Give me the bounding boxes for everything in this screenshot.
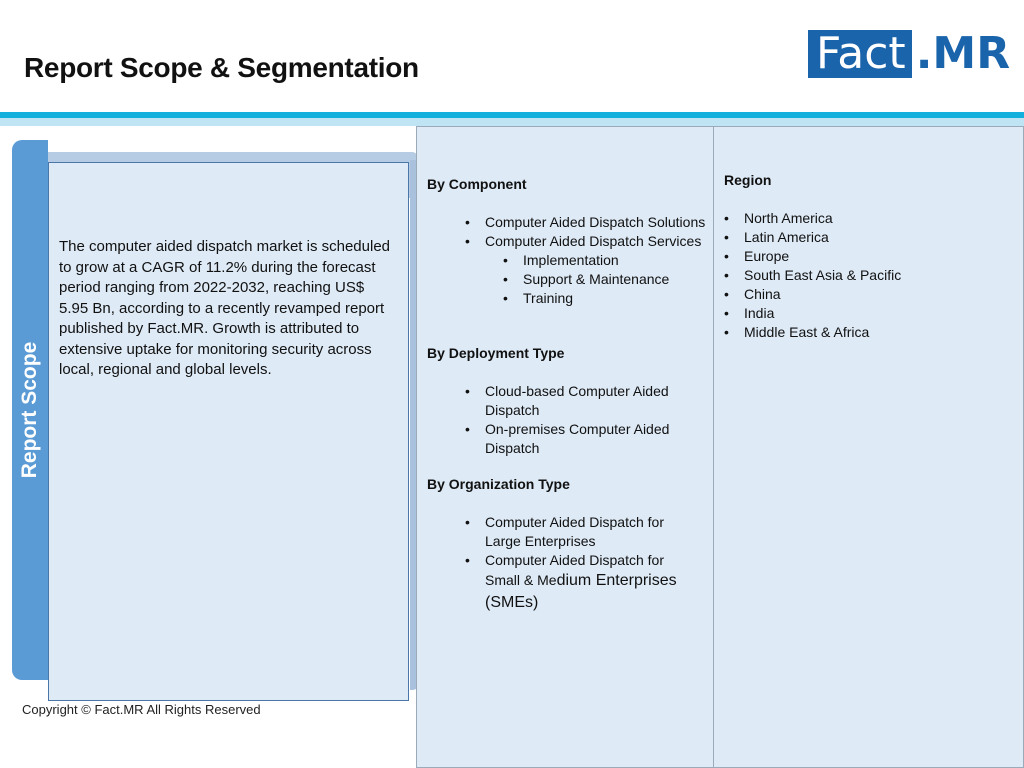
component-list: [465, 213, 711, 308]
segmentation-column-2: [713, 126, 1024, 768]
sub-list-item: • Implementation: [503, 251, 711, 270]
list-item: [465, 232, 711, 308]
list-item: [465, 551, 697, 614]
list-item: • Latin America: [724, 228, 1014, 247]
page-title: Report Scope & Segmentation: [24, 52, 419, 83]
list-item: • Middle East & Africa: [724, 323, 1014, 342]
list-item-text-large: dium Enterprises (SMEs): [485, 572, 677, 611]
fact-mr-logo: [808, 30, 1010, 78]
report-scope-label: Report Scope: [18, 341, 41, 479]
logo-box-text: Fact: [808, 30, 912, 78]
list-item: • South East Asia & Pacific: [724, 266, 1014, 285]
list-item: • Europe: [724, 247, 1014, 266]
copyright-notice: Copyright © Fact.MR All Rights Reserved: [22, 702, 261, 717]
list-item: • Computer Aided Dispatch Solutions: [465, 213, 711, 232]
header-divider-shadow: [0, 118, 1024, 126]
heading-by-organization: By Organization Type: [427, 476, 570, 492]
heading-region: Region: [724, 172, 772, 188]
list-item: • China: [724, 285, 1014, 304]
list-item: • North America: [724, 209, 1014, 228]
sub-list-item: • Support & Maintenance: [503, 270, 711, 289]
list-item: • India: [724, 304, 1014, 323]
heading-by-component: By Component: [427, 176, 527, 192]
list-item: • Cloud-based Computer Aided Dispatch: [465, 382, 675, 420]
list-item: • Computer Aided Dispatch for Large Enterprises: [465, 513, 697, 551]
services-sub-list: [503, 251, 711, 308]
deployment-list: [465, 382, 675, 458]
heading-by-deployment: By Deployment Type: [427, 345, 565, 361]
logo-suffix-text: .MR: [915, 28, 1011, 79]
list-item: • On-premises Computer Aided Dispatch: [465, 420, 675, 458]
list-item-label: Computer Aided Dispatch Services: [485, 233, 702, 249]
organization-list: [465, 513, 697, 614]
sub-list-item: • Training: [503, 289, 711, 308]
scope-summary-text: The computer aided dispatch market is scheduled to grow at a CAGR of 11.2% during the forecast period ranging from 2022-2032, reaching US$ 5.95 Bn, according to a recently revamped report published by Fact.MR. Growth is attributed to extensive uptake for monitoring security across local, regional and global levels.: [59, 238, 391, 378]
segmentation-column-1: [416, 126, 714, 768]
region-list: [724, 209, 1014, 342]
list-item-text-small: Computer Aided Dispatch for Small & Me: [485, 552, 664, 588]
